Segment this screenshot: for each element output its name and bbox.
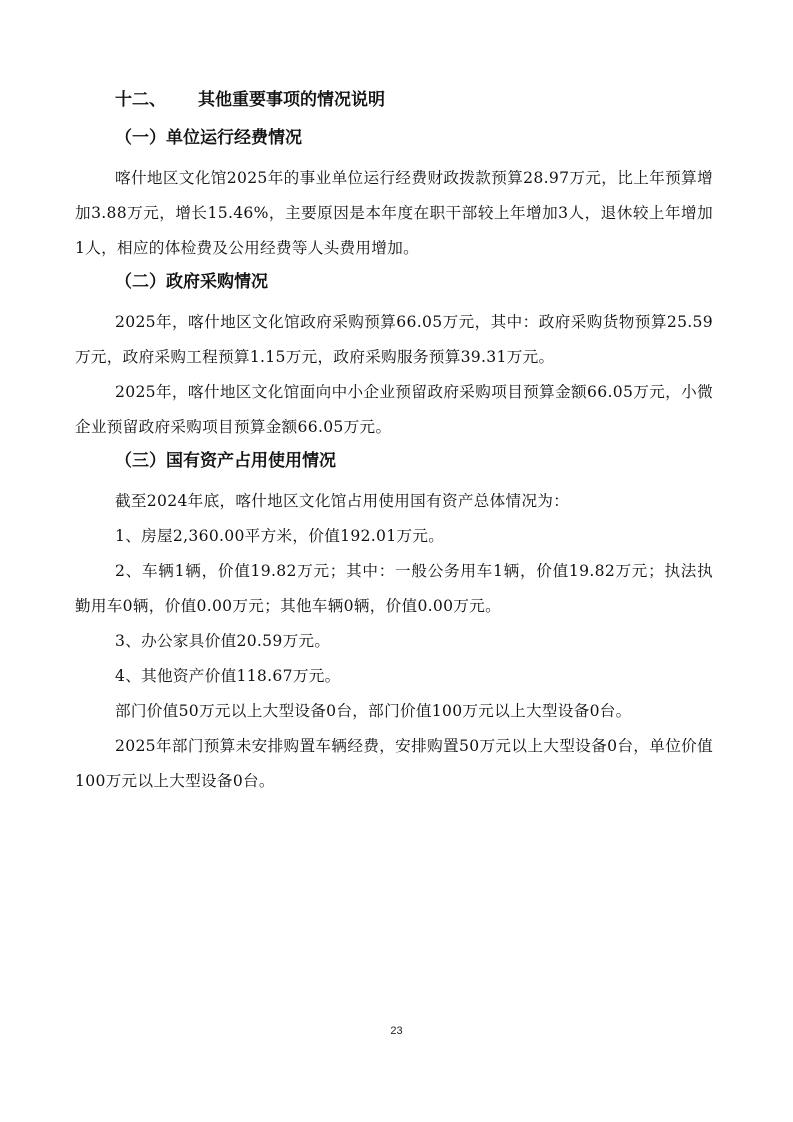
assets-intro-paragraph: 截至2024年底，喀什地区文化馆占用使用国有资产总体情况为： (115, 492, 570, 510)
equipment-paragraph: 部门价值50万元以上大型设备0台，部门价值100万元以上大型设备0台。 (115, 702, 632, 720)
section-title (75, 86, 713, 115)
procurement-paragraph: 2025年，喀什地区文化馆政府采购预算66.05万元，其中：政府采购货物预算25.59万元，政府采购工程预算1.15万元，政府采购服务预算39.31万元。 (75, 313, 713, 366)
subsection-title-operating-costs: （一）单位运行经费情况 (115, 128, 302, 148)
sme-procurement-paragraph: 2025年，喀什地区文化馆面向中小企业预留政府采购项目预算金额66.05万元，小微企业预留政府采购项目预算金额66.05万元。 (75, 383, 713, 436)
asset-item-vehicles: 2、车辆1辆，价值19.82万元；其中：一般公务用车1辆，价值19.82万元；执法执勤用车0辆，价值0.00万元；其他车辆0辆，价值0.00万元。 (75, 562, 713, 615)
asset-item-other: 4、其他资产价值118.67万元。 (115, 667, 341, 685)
asset-item-buildings: 1、房屋2,360.00平方米，价值192.01万元。 (115, 527, 445, 545)
purchase-plan-paragraph: 2025年部门预算未安排购置车辆经费，安排购置50万元以上大型设备0台，单位价值100万元以上大型设备0台。 (75, 737, 713, 790)
section-title-text: 其他重要事项的情况说明 (198, 90, 385, 110)
subsection-title-procurement: （二）政府采购情况 (115, 272, 268, 292)
section-title-number: 十二、 (115, 90, 166, 110)
operating-costs-paragraph: 喀什地区文化馆2025年的事业单位运行经费财政拨款预算28.97万元，比上年预算增加3.88万元，增长15.46%，主要原因是本年度在职干部较上年增加3人，退休较上年增加1人，相应的体检费及公用经费等人头费用增加。 (75, 169, 713, 257)
subsection-title-state-assets: （三）国有资产占用使用情况 (115, 451, 336, 471)
page-number: 23 (390, 1025, 403, 1037)
page-content (75, 86, 713, 799)
asset-item-furniture: 3、办公家具价值20.59万元。 (115, 632, 331, 650)
